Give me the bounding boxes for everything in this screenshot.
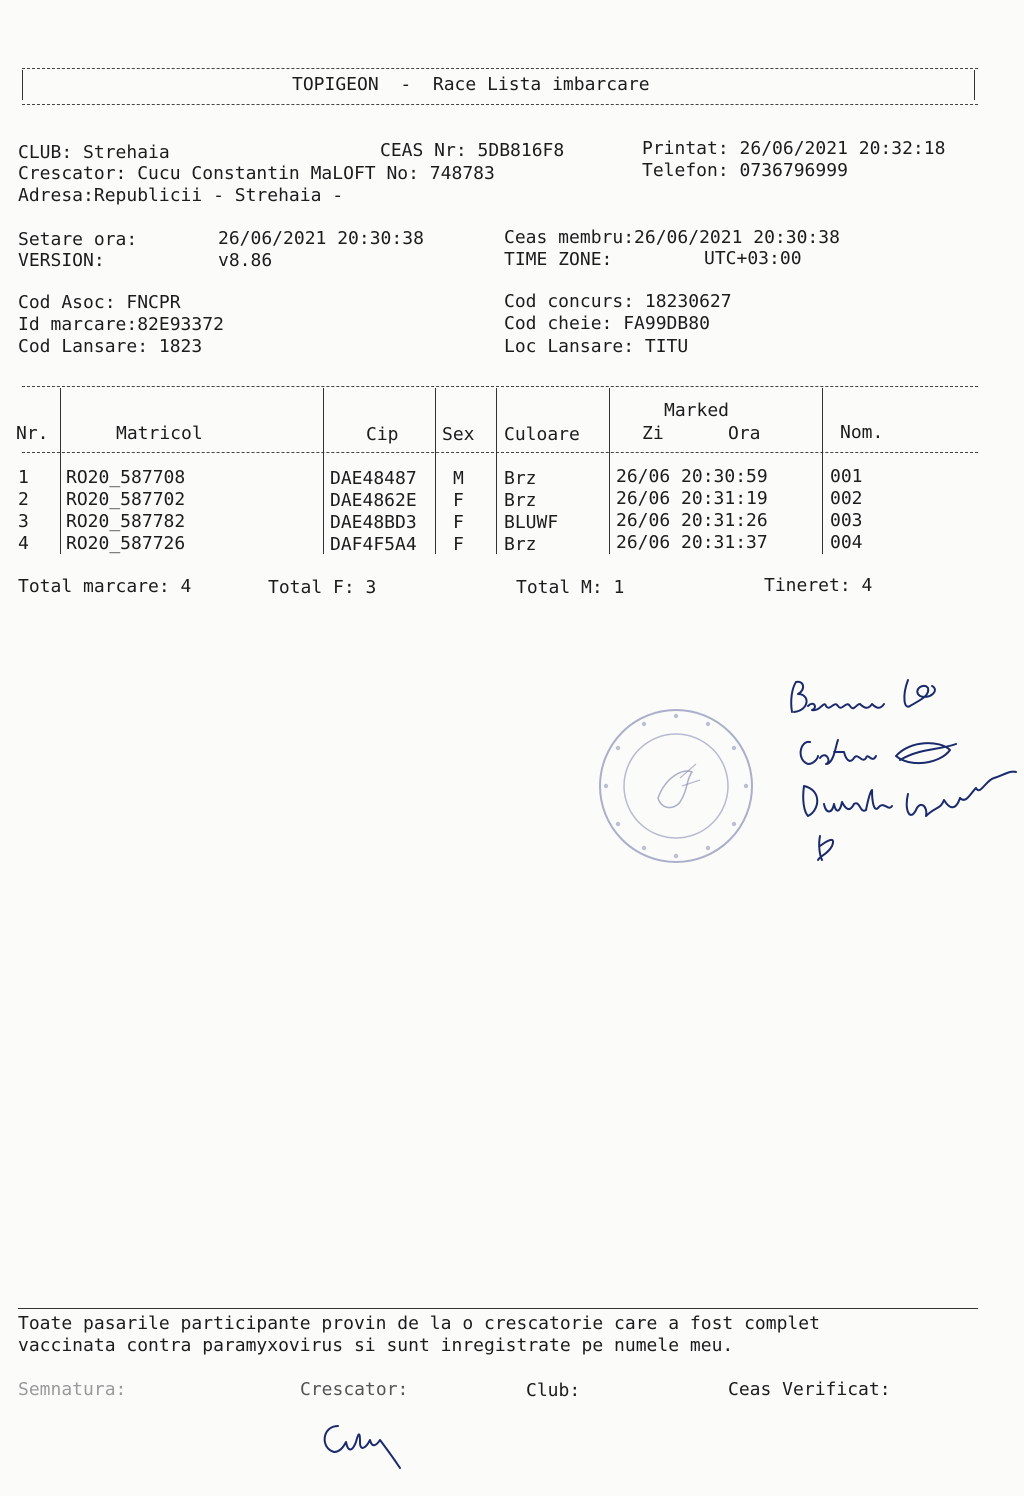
header-top-rule: [22, 68, 978, 69]
header-cip: Cip: [366, 424, 399, 445]
cell-marked: 26/06 20:31:37: [616, 532, 768, 553]
cell-nr: 4: [18, 533, 29, 554]
header-zi: Zi: [642, 423, 664, 444]
cell-culoare: Brz: [504, 468, 537, 489]
cell-cip: DAE48BD3: [330, 512, 417, 533]
col-sep-5: [609, 388, 610, 554]
table-header-rule: [22, 452, 978, 453]
cell-marked: 26/06 20:31:19: [616, 488, 768, 509]
cell-matricol: RO20_587708: [66, 467, 186, 488]
adresa-field: Adresa:Republicii - Strehaia -: [18, 185, 344, 206]
header-nom: Nom.: [840, 422, 884, 443]
cell-nr: 1: [18, 467, 29, 488]
header-bottom-rule: [22, 104, 978, 105]
col-sep-3: [435, 388, 436, 554]
cod-concurs-field: Cod concurs: 18230627: [504, 291, 732, 312]
declaration-rule: [18, 1308, 978, 1309]
crescator-field: Crescator: Cucu Constantin MaLOFT No: 748783: [18, 163, 495, 184]
total-f: Total F: 3: [268, 577, 377, 598]
ceas-verificat-label: Ceas Verificat:: [728, 1379, 891, 1400]
timezone-label: TIME ZONE:: [504, 249, 613, 270]
handwritten-signatures: [780, 660, 1020, 870]
col-sep-1: [60, 388, 61, 554]
cell-marked: 26/06 20:31:26: [616, 510, 768, 531]
cell-nr: 2: [18, 489, 29, 510]
cell-culoare: Brz: [504, 534, 537, 555]
header-ora: Ora: [728, 423, 761, 444]
semnatura-label: Semnatura:: [18, 1379, 127, 1400]
id-marcare-field: Id marcare:82E93372: [18, 314, 224, 335]
col-sep-4: [496, 388, 497, 554]
total-tineret: Tineret: 4: [764, 575, 873, 596]
cell-cip: DAE48487: [330, 468, 417, 489]
timezone-value: UTC+03:00: [704, 248, 802, 269]
cell-cip: DAE4862E: [330, 490, 417, 511]
cell-matricol: RO20_587726: [66, 533, 186, 554]
header-culoare: Culoare: [504, 424, 580, 445]
club-label: Club:: [526, 1380, 581, 1401]
total-m: Total M: 1: [516, 577, 625, 598]
total-marcare: Total marcare: 4: [18, 576, 192, 597]
cod-cheie-field: Cod cheie: FA99DB80: [504, 313, 710, 334]
crescator-signature: [316, 1412, 416, 1478]
printat-field: Printat: 26/06/2021 20:32:18: [642, 138, 946, 159]
ceas-membru-field: Ceas membru:26/06/2021 20:30:38: [504, 227, 840, 248]
club-stamp: [596, 706, 756, 866]
header-sex: Sex: [442, 424, 475, 445]
header-right-border: [974, 70, 975, 100]
declaration-line-2: vaccinata contra paramyxovirus si sunt inregistrate pe numele meu.: [18, 1335, 734, 1356]
setare-ora-value: 26/06/2021 20:30:38: [218, 228, 424, 249]
loc-lansare-field: Loc Lansare: TITU: [504, 336, 689, 357]
cod-lansare-field: Cod Lansare: 1823: [18, 336, 203, 357]
cell-nom: 004: [830, 532, 863, 553]
version-value: v8.86: [218, 250, 273, 271]
cell-matricol: RO20_587702: [66, 489, 186, 510]
col-sep-2: [323, 388, 324, 554]
header-nr: Nr.: [16, 423, 49, 444]
table-top-rule: [22, 386, 978, 387]
telefon-field: Telefon: 0736796999: [642, 160, 848, 181]
cell-culoare: BLUWF: [504, 512, 559, 533]
cell-sex: M: [453, 468, 464, 489]
col-sep-6: [822, 388, 823, 554]
cell-nr: 3: [18, 511, 29, 532]
cell-nom: 002: [830, 488, 863, 509]
cell-sex: F: [453, 512, 464, 533]
cod-asoc-field: Cod Asoc: FNCPR: [18, 292, 181, 313]
cell-nom: 001: [830, 466, 863, 487]
cell-marked: 26/06 20:30:59: [616, 466, 768, 487]
header-left-border: [22, 70, 23, 100]
crescator-label: Crescator:: [300, 1379, 409, 1400]
version-label: VERSION:: [18, 250, 105, 271]
header-matricol: Matricol: [116, 423, 203, 444]
cell-culoare: Brz: [504, 490, 537, 511]
document-title: TOPIGEON - Race Lista imbarcare: [292, 74, 650, 95]
cell-cip: DAF4F5A4: [330, 534, 417, 555]
setare-ora-label: Setare ora:: [18, 229, 138, 250]
cell-nom: 003: [830, 510, 863, 531]
ceas-field: CEAS Nr: 5DB816F8: [380, 140, 565, 161]
cell-sex: F: [453, 534, 464, 555]
declaration-line-1: Toate pasarile participante provin de la o crescatorie care a fost complet: [18, 1313, 820, 1334]
cell-sex: F: [453, 490, 464, 511]
club-field: CLUB: Strehaia: [18, 142, 170, 163]
cell-matricol: RO20_587782: [66, 511, 186, 532]
header-marked: Marked: [664, 400, 730, 421]
